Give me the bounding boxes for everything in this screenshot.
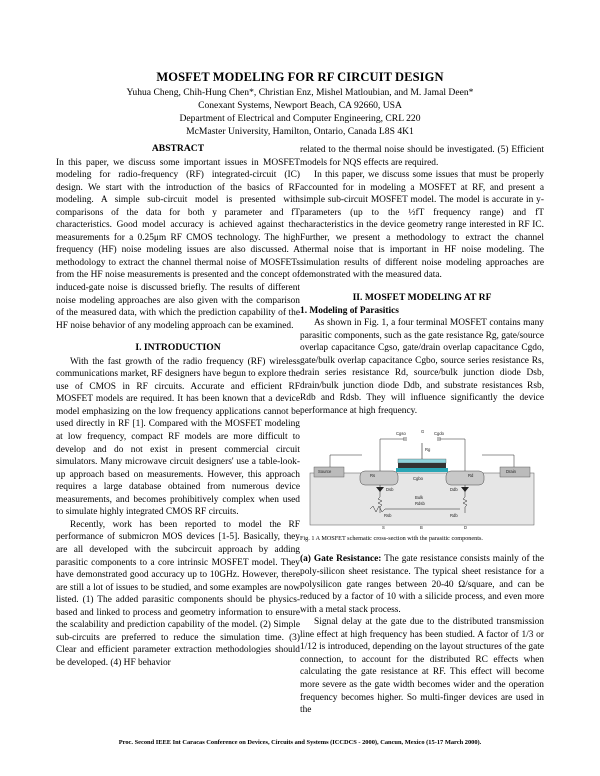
label-cgbo: Cgbo [413,476,424,482]
introduction-heading: I. INTRODUCTION [135,342,221,354]
label-cgso: Cgso [396,431,406,437]
label-rdb: Rdb [450,513,458,519]
figure-1-caption: Fig. 1 A MOSFET schematic cross-section with the parasitic components. [300,535,483,543]
footer-citation: Proc. Second IEEE Int Caracas Conference on Devices, Circuits and Systems (ICCDCS - 2000), Cancun, Mexico (15-17 March 2000). [118,739,482,746]
gate-resistance-paragraph [300,553,544,616]
label-rdsb: Rdsb [415,501,425,507]
drain-diffusion [446,471,484,485]
label-rg: Rg [425,447,431,453]
label-drain: Drain [506,469,517,475]
bulk-wire-right [482,455,514,467]
gate-resistance-text: The gate resistance consists mainly of the poly-silicon sheet resistance. The typical sheet resistance for a polysilicon gate ranges between 20-40 Ω/square, and can be reduced by a factor of 10 with a silicide process, and even more with a metal stack process. [300,554,544,615]
label-b: B [420,525,423,531]
label-gate: G [421,429,425,435]
section-2-heading: II. MOSFET MODELING AT RF [352,292,492,304]
label-cgdo: Cgdo [434,431,445,437]
label-ddb: Ddb [450,487,458,493]
mosfet-cross-section-diagram [300,425,544,533]
right-column [300,144,544,717]
label-d: D [464,525,468,531]
affiliation-1: Conexant Systems, Newport Beach, CA 92660, USA [198,100,402,111]
affiliation-3: McMaster University, Hamilton, Ontario, Canada L8S 4K1 [186,126,414,137]
gate-oxide [396,468,448,472]
label-rs: Rs [370,473,376,479]
parasitics-paragraph: As shown in Fig. 1, a four terminal MOSFET contains many parasitic components, such as the gate resistance Rg, gate/source overlap capacitance Cgso, gate/drain overlap capacitance Cgdo, gate/bulk overlap capacitance Cgbo, source series resistance Rs, drain series resistance Rd, source/bulk junction diode Dsb, drain/bulk junction diode Ddb, and substrate resistances Rsb, Rdb and Rdsb. They will influence significantly the device performance at high frequency. [300,318,544,416]
label-rsb: Rsb [384,513,392,519]
gate-contact [398,459,446,463]
affiliation-2: Department of Electrical and Computer Engineering, CRL 220 [179,113,421,124]
paper-title: MOSFET MODELING FOR RF CIRCUIT DESIGN [156,70,444,84]
gate-resistance-label: (a) Gate Resistance: [300,554,382,565]
gate-poly [398,463,446,468]
cgdo-capacitor [438,437,440,441]
author-block [0,86,600,138]
continuation-paragraph: related to the thermal noise should be investigated. (5) Efficient models for NQS effects are required. [300,145,544,168]
intro-paragraph-2: Recently, work has been reported to model the RF performance of submicron MOS devices [1-5]. Basically, they are all developed with the subcircuit approach by adding parasitic components to a core intrinsic MOSFET model. They have demonstrated good accuracy up to 10GHz. However, there are still a lot of issues to be studied, and some examples are now listed. (1) The added parasitic components should be physics-based and linked to process and geometry information to ensure the scalability and prediction capability of the model. (2) Simple sub-circuits are preferred to reduce the simulation time. (3) Clear and efficient parameter extraction methodologies should be developed. (4) HF behavior [56,519,300,668]
abstract-heading: ABSTRACT [151,143,205,154]
author-names: Yuhua Cheng, Chih-Hung Chen*, Christian Enz, Mishel Matloubian, and M. Jamal Deen* [126,87,474,98]
source-diffusion [360,471,398,485]
label-dsb: Dsb [386,487,394,493]
intro-paragraph-1: With the fast growth of the radio frequency (RF) wireless communications market, RF designers have begun to explore the use of CMOS in RF circuits. Accurate and efficient RF MOSFET models are required. It has been known that a device model emphasizing on the low frequency applications cannot be used directly in RF [1]. Compared with the MOSFET modeling at low frequency, compact RF models are more difficult to develop and do not exist in present commercial circuit simulators. Many microwave circuit designers' use a table-look-up approach based on measurements. However, this approach requires a large database obtained from numerous device measurements, and becomes prohibitively complex when used to simulate highly integrated CMOS RF circuits. [56,356,300,518]
bulk-wire-left [330,455,362,467]
cgso-capacitor [404,437,406,441]
label-bulk: Bulk [415,495,424,501]
label-rd: Rd [468,473,474,479]
label-source: Source [318,469,332,475]
label-s: S [382,525,385,531]
left-column [56,143,300,669]
intro-paragraph-3: In this paper, we discuss some issues that must be properly accounted for in modeling a MOSFET at RF, and present a simple sub-circuit MOSFET model. The model is accurate in y-parameters (up to the ½fT frequency range) and fT characteristics in the device geometry range interested in RF IC. Further, we present a methodology to extract the channel thermal noise that is important in HF noise modeling. The simulation results of different noise modeling approaches are demonstrated with the measured data. [300,170,544,281]
figure-1 [300,425,544,533]
subsection-1-heading: 1. Modeling of Parasitics [300,305,399,316]
signal-delay-paragraph: Signal delay at the gate due to the distributed transmission line effect at high frequency has been studied. A factor of 1/3 or 1/12 is introduced, depending on the layout structures of the gate connection, to account for the distributed RC effects when calculating the gate resistance at RF. This effect will become more severe as the gate width becomes wider and the operation frequency becomes higher. So multi-finger devices are used in the [300,617,544,716]
abstract-text: In this paper, we discuss some important issues in MOSFET modeling for radio-frequency (RF) integrated-circuit (IC) design. We start with the introduction of the basics of RF modeling. A simple sub-circuit model is presented with comparisons of the data for both y parameter and fT characteristics. Good model accuracy is achieved against the measurements for a 0.25μm RF CMOS technology. The high frequency (HF) noise modeling issues are also discussed. A methodology to extract the channel thermal noise of MOSFETs from the HF noise measurements is presented and the concept of induced-gate noise is discussed briefly. The results of different noise modeling approaches are also given with the comparison of the measured data, with which the prediction capability of the HF noise behavior of any modeling approach can be examined. [56,157,300,331]
